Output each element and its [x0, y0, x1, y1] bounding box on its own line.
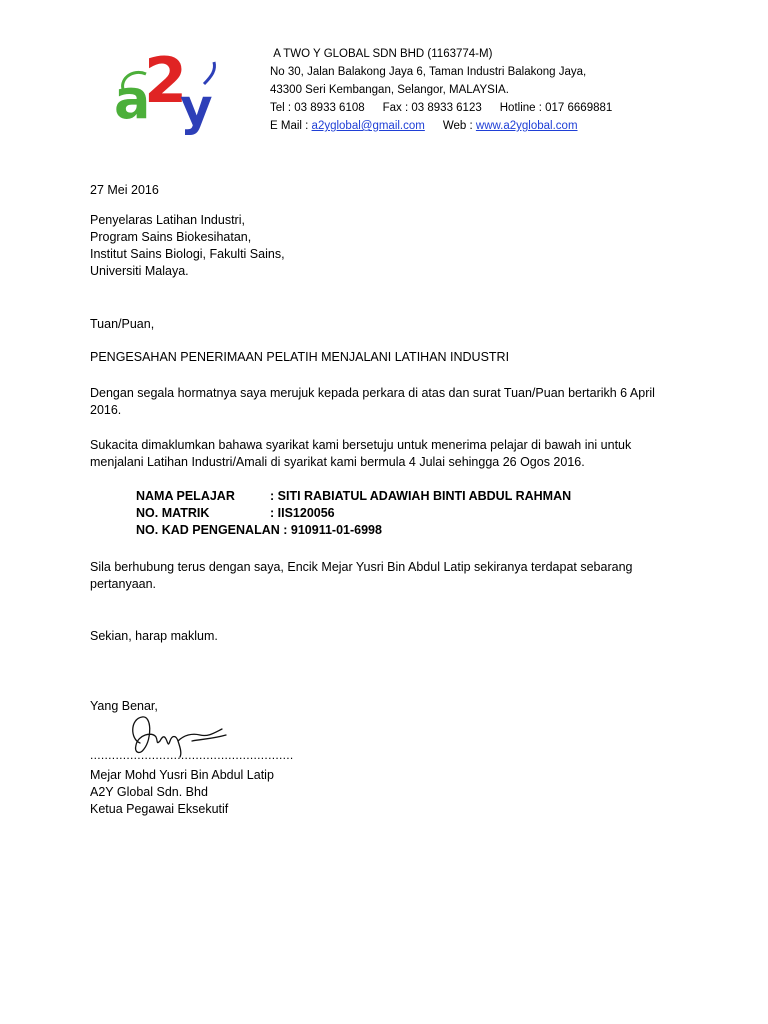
student-matric-label: NO. MATRIK	[136, 506, 210, 520]
signatory-title: Ketua Pegawai Eksekutif	[90, 802, 229, 816]
tel: Tel : 03 8933 6108	[270, 102, 365, 114]
student-matric-row	[136, 505, 571, 522]
student-details	[136, 488, 571, 539]
recipient-block	[90, 212, 680, 280]
web-label: Web :	[442, 120, 476, 132]
signature-dots: ........................................................	[90, 748, 294, 762]
closing-line: Sekian, harap maklum.	[90, 629, 218, 643]
email-label: E Mail :	[270, 120, 312, 132]
company-name: A TWO Y GLOBAL SDN BHD (1163774-M)	[273, 48, 493, 60]
logo-letter-y: y	[180, 78, 213, 136]
web-link[interactable]: www.a2yglobal.com	[475, 120, 578, 132]
paragraph-contact: Sila berhubung terus dengan saya, Encik Mejar Yusri Bin Abdul Latip sekiranya terdapat sebarang pertanyaan.	[90, 560, 633, 591]
signatory-block	[90, 767, 680, 818]
sign-off: Yang Benar,	[90, 699, 158, 713]
recipient-line: Program Sains Biokesihatan,	[90, 230, 252, 244]
paragraph-reference: Dengan segala hormatnya saya merujuk kepada perkara di atas dan surat Tuan/Puan bertarikh 6 April 2016.	[90, 386, 655, 417]
email-web-line	[270, 117, 612, 135]
student-ic-row	[136, 522, 571, 539]
logo-letter-a: a	[114, 68, 151, 131]
company-logo	[112, 40, 222, 136]
email-link[interactable]: a2yglobal@gmail.com	[311, 120, 425, 132]
student-ic-label: NO. KAD PENGENALAN	[136, 523, 280, 537]
salutation: Tuan/Puan,	[90, 317, 155, 331]
recipient-line: Universiti Malaya.	[90, 264, 189, 278]
student-matric-value: : IIS120056	[270, 506, 335, 520]
student-name-label: NAMA PELAJAR	[136, 489, 235, 503]
fax: Fax : 03 8933 6123	[382, 102, 482, 114]
logo-digit-2: 2	[144, 44, 188, 117]
recipient-line: Institut Sains Biologi, Fakulti Sains,	[90, 247, 285, 261]
contact-line	[270, 99, 612, 117]
address-line-2: 43300 Seri Kembangan, Selangor, MALAYSIA.	[270, 84, 509, 96]
student-ic-value: : 910911-01-6998	[283, 523, 382, 537]
paragraph-acceptance: Sukacita dimaklumkan bahawa syarikat kami bersetuju untuk menerima pelajar di bawah ini untuk menjalani Latihan Industri/Amali di syarikat kami bermula 4 Julai sehingga 26 Ogos 2016.	[90, 438, 632, 469]
address-line-1: No 30, Jalan Balakong Jaya 6, Taman Industri Balakong Jaya,	[270, 66, 587, 78]
student-name-row	[136, 488, 571, 505]
recipient-line: Penyelaras Latihan Industri,	[90, 213, 245, 227]
subject-line: PENGESAHAN PENERIMAAN PELATIH MENJALANI LATIHAN INDUSTRI	[90, 350, 510, 364]
letter-date: 27 Mei 2016	[90, 183, 159, 197]
signatory-name: Mejar Mohd Yusri Bin Abdul Latip	[90, 768, 274, 782]
hotline: Hotline : 017 6669881	[499, 102, 613, 114]
letterhead	[270, 45, 612, 135]
signatory-company: A2Y Global Sdn. Bhd	[90, 785, 208, 799]
student-name-value: : SITI RABIATUL ADAWIAH BINTI ABDUL RAHMAN	[270, 489, 572, 503]
